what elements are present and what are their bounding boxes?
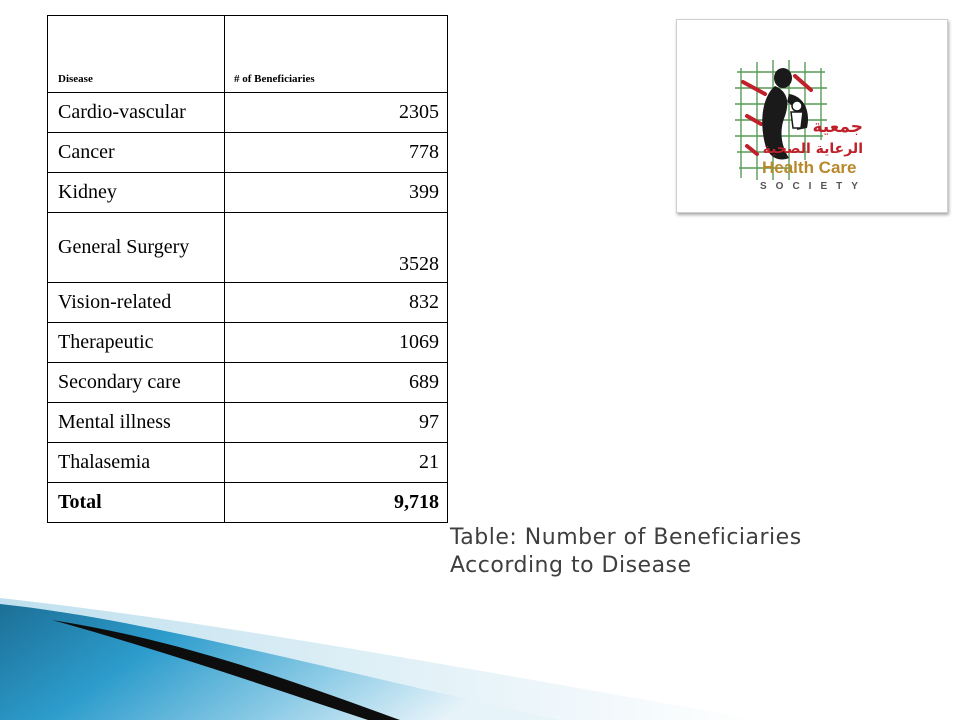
value-cell: 3528 bbox=[225, 213, 448, 283]
value-cell: 399 bbox=[225, 173, 448, 213]
logo-name: Health Care bbox=[762, 158, 857, 177]
disease-cell: Cardio-vascular bbox=[48, 93, 225, 133]
header-beneficiaries: # of Beneficiaries bbox=[225, 16, 448, 93]
logo-arabic-line1: جمعية bbox=[812, 117, 863, 137]
disease-cell: Mental illness bbox=[48, 403, 225, 443]
disease-cell: Kidney bbox=[48, 173, 225, 213]
disease-cell: Cancer bbox=[48, 133, 225, 173]
logo-arabic-line2: الرعاية الصحية bbox=[762, 141, 863, 157]
value-cell: 21 bbox=[225, 443, 448, 483]
disease-cell: General Surgery bbox=[48, 213, 225, 283]
disease-cell: Therapeutic bbox=[48, 323, 225, 363]
disease-cell: Vision-related bbox=[48, 283, 225, 323]
caption-line-1: Table: Number of Beneficiaries bbox=[450, 525, 802, 550]
value-cell: 1069 bbox=[225, 323, 448, 363]
disease-cell: Secondary care bbox=[48, 363, 225, 403]
swoosh-blue-band bbox=[0, 604, 560, 720]
value-cell: 832 bbox=[225, 283, 448, 323]
value-cell: 778 bbox=[225, 133, 448, 173]
caption-line-2: According to Disease bbox=[450, 553, 692, 578]
value-cell: 689 bbox=[225, 363, 448, 403]
value-cell: 2305 bbox=[225, 93, 448, 133]
disease-cell: Thalasemia bbox=[48, 443, 225, 483]
total-value: 9,718 bbox=[225, 483, 448, 523]
total-label: Total bbox=[48, 483, 225, 523]
header-disease: Disease bbox=[48, 16, 225, 93]
value-cell: 97 bbox=[225, 403, 448, 443]
logo-tagline: SOCIETY bbox=[760, 181, 867, 192]
